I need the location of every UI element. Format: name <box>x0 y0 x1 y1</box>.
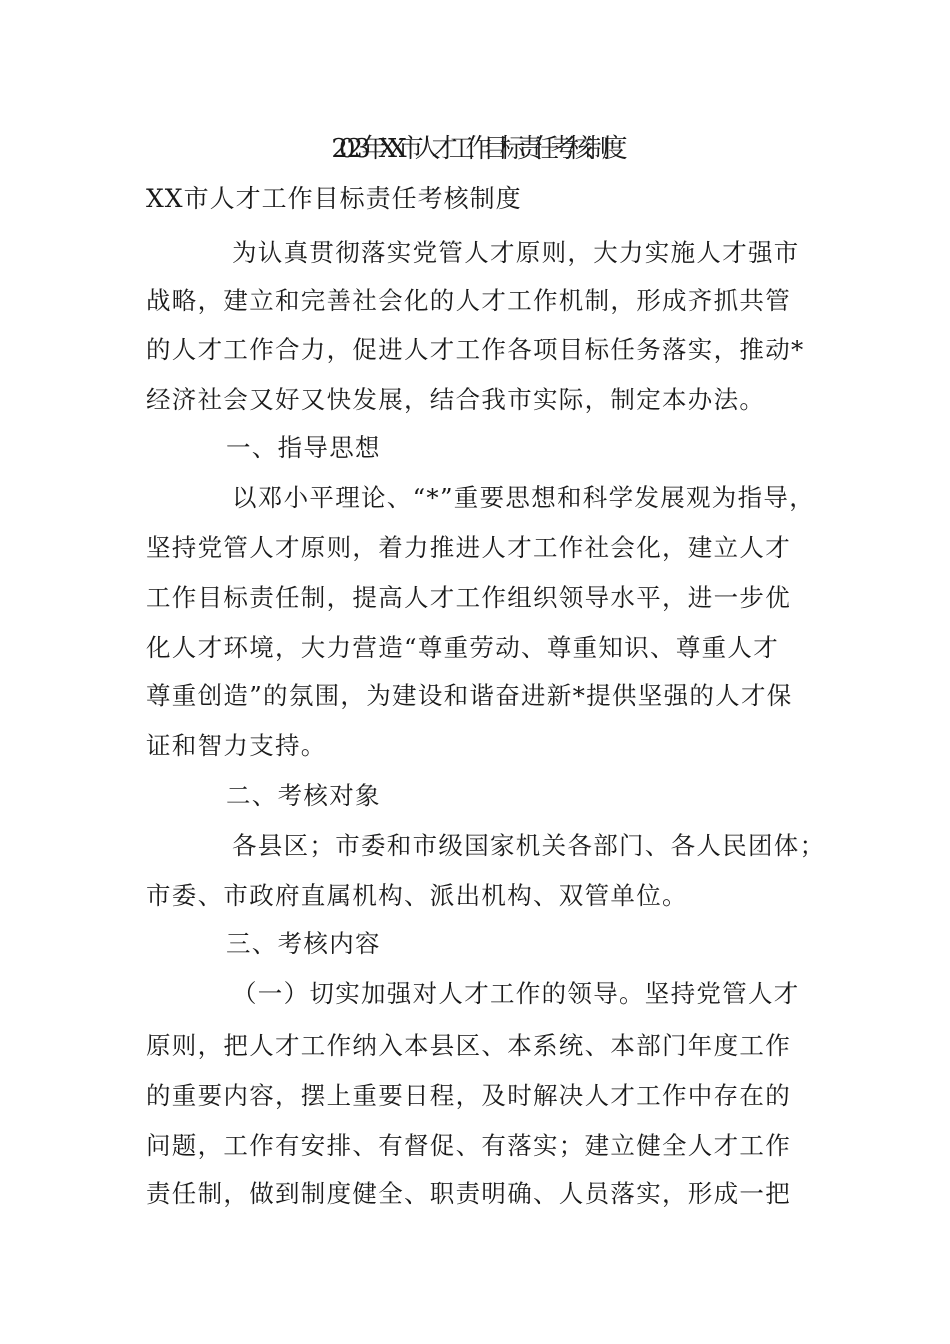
intro-line: 经济社会又好又快发展，结合我市实际，制定本办法。 <box>146 385 766 414</box>
section3-line: 问题，工作有安排、有督促、有落实；建立健全人才工作 <box>146 1131 791 1160</box>
intro-line: 的人才工作合力，促进人才工作各项目标任务落实，推动* <box>146 335 805 364</box>
section-heading-assessment-targets: 二、考核对象 <box>226 781 381 810</box>
section1-line: 以邓小平理论、“*”重要思想和科学发展观为指导， <box>232 483 815 512</box>
section3-line: （一）切实加强对人才工作的领导。坚持党管人才 <box>232 979 800 1008</box>
section1-line: 证和智力支持。 <box>146 731 327 760</box>
section1-line: 尊重创造”的氛围，为建设和谐奋进新*提供坚强的人才保 <box>146 681 793 710</box>
section-heading-assessment-content: 三、考核内容 <box>226 929 381 958</box>
document-title: 2023年XX市人才工作目标责任考核制度 <box>331 134 619 164</box>
intro-line: 为认真贯彻落实党管人才原则，大力实施人才强市 <box>232 238 800 267</box>
intro-line: 战略，建立和完善社会化的人才工作机制，形成齐抓共管 <box>146 286 791 315</box>
section1-line: 化人才环境，大力营造“尊重劳动、尊重知识、尊重人才 <box>146 633 780 662</box>
section2-line: 市委、市政府直属机构、派出机构、双管单位。 <box>146 881 688 910</box>
document-subtitle: XX市人才工作目标责任考核制度 <box>146 184 522 213</box>
section3-line: 的重要内容，摆上重要日程，及时解决人才工作中存在的 <box>146 1081 791 1110</box>
section1-line: 工作目标责任制，提高人才工作组织领导水平，进一步优 <box>146 583 791 612</box>
section3-line: 原则，把人才工作纳入本县区、本系统、本部门年度工作 <box>146 1031 791 1060</box>
section-heading-guiding-thought: 一、指导思想 <box>226 433 381 462</box>
section2-line: 各县区；市委和市级国家机关各部门、各人民团体； <box>232 831 826 860</box>
section3-line: 责任制，做到制度健全、职责明确、人员落实，形成一把 <box>146 1179 791 1208</box>
section1-line: 坚持党管人才原则，着力推进人才工作社会化，建立人才 <box>146 533 791 562</box>
